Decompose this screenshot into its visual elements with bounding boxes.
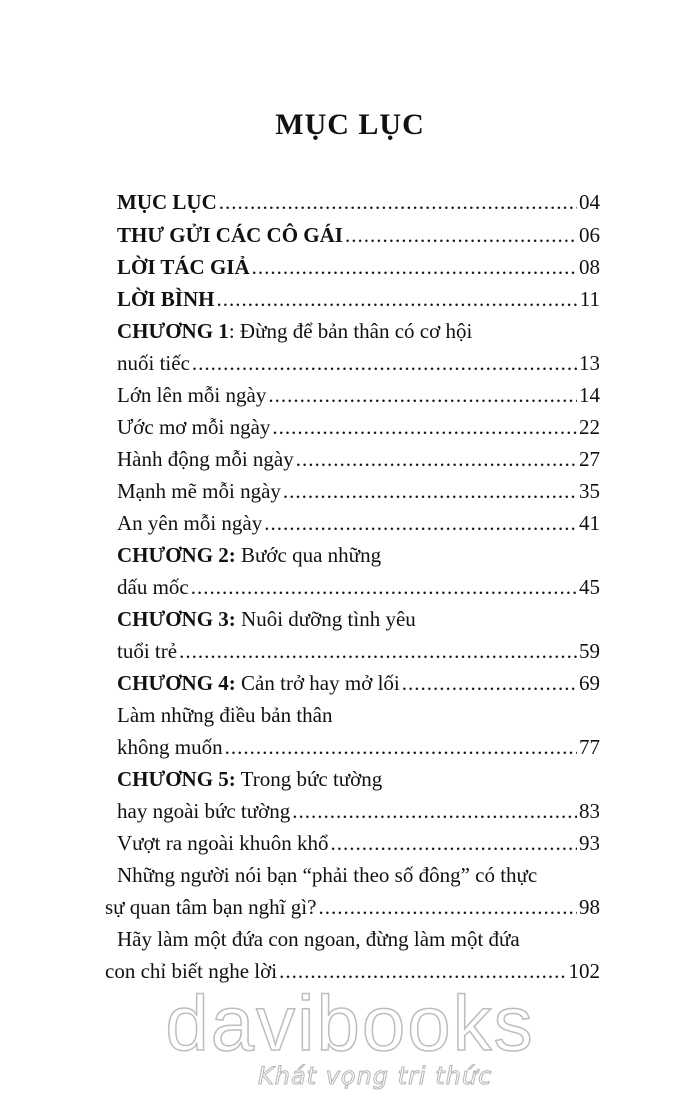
toc-entry-heading: CHƯƠNG 2: — [117, 543, 236, 567]
toc-entry-heading: LỜI TÁC GIẢ — [117, 255, 250, 279]
toc-entry-page: 45 — [579, 575, 600, 599]
toc-leader-dots — [225, 731, 577, 763]
publisher-watermark: davibooks — [165, 979, 535, 1067]
toc-entry-text: nuối tiếc — [117, 351, 190, 375]
toc-entry — [117, 539, 381, 571]
toc-entry-text: Hành động mỗi ngày — [117, 447, 294, 471]
page-title: MỤC LỤC — [275, 108, 425, 141]
toc-entry — [117, 763, 382, 795]
toc-entry-page: 93 — [579, 831, 600, 855]
toc-leader-dots — [191, 571, 577, 603]
toc-leader-dots — [268, 379, 577, 411]
toc-entry — [117, 411, 600, 443]
toc-entry-heading: CHƯƠNG 3: — [117, 607, 236, 631]
toc-entry-text: không muốn — [117, 735, 223, 759]
toc-entry-page: 14 — [579, 383, 600, 407]
toc-entry-text: Bước qua những — [235, 543, 382, 567]
toc-entry-text: : Đừng để bản thân có cơ hội — [228, 319, 473, 343]
toc-entry-text: hay ngoài bức tường — [117, 799, 291, 823]
toc-entry-page: 06 — [579, 223, 600, 247]
toc-entry-text: sự quan tâm bạn nghĩ gì? — [105, 895, 317, 919]
toc-entry-text: dấu mốc — [117, 575, 189, 599]
toc-leader-dots — [216, 283, 577, 315]
toc-entry-page: 13 — [579, 351, 600, 375]
toc-entry — [117, 827, 600, 859]
toc-leader-dots — [192, 347, 577, 379]
toc-entry — [117, 315, 472, 347]
toc-entry — [117, 347, 600, 379]
toc-entry-heading: CHƯƠNG 4: — [117, 671, 236, 695]
toc-entry — [117, 219, 600, 251]
toc-leader-dots — [252, 251, 577, 283]
toc-entry-heading: CHƯƠNG 5: — [117, 767, 236, 791]
toc-entry — [117, 507, 600, 539]
toc-leader-dots — [345, 219, 577, 251]
toc-entry-text: Mạnh mẽ mỗi ngày — [117, 479, 281, 503]
toc-entry-text: Làm những điều bản thân — [117, 703, 333, 727]
toc-entry — [117, 859, 537, 891]
toc-entry-text: Ước mơ mỗi ngày — [117, 415, 271, 439]
toc-leader-dots — [318, 891, 577, 923]
toc-entry-page: 83 — [579, 799, 600, 823]
toc-entry — [117, 443, 600, 475]
toc-entry — [117, 603, 416, 635]
toc-entry — [117, 667, 600, 699]
toc-leader-dots — [292, 795, 577, 827]
toc-entry-page: 77 — [579, 735, 600, 759]
toc-entry — [117, 923, 520, 955]
toc-entry — [117, 699, 333, 731]
toc-leader-dots — [296, 443, 577, 475]
toc-entry-page: 69 — [579, 671, 600, 695]
toc-entry-heading: THƯ GỬI CÁC CÔ GÁI — [117, 223, 343, 247]
toc-entry-text: Cản trở hay mở lối — [235, 671, 400, 695]
toc-entry-text: Vượt ra ngoài khuôn khổ — [117, 831, 329, 855]
toc-entry-page: 27 — [579, 447, 600, 471]
publisher-tagline: Khát vọng tri thức — [258, 1062, 493, 1090]
toc-entry-text: Nuôi dưỡng tình yêu — [235, 607, 416, 631]
toc-entry-text: Hãy làm một đứa con ngoan, đừng làm một đứa — [117, 927, 520, 951]
toc-entry-page: 59 — [579, 639, 600, 663]
toc-entry-page: 04 — [579, 190, 600, 214]
toc-leader-dots — [402, 667, 577, 699]
toc-entry — [117, 571, 600, 603]
toc-entry-text: Trong bức tường — [235, 767, 383, 791]
toc-entry-page: 11 — [579, 287, 600, 311]
toc-leader-dots — [283, 475, 577, 507]
toc-entry-text: con chỉ biết nghe lời — [105, 959, 278, 983]
toc-entry — [117, 795, 600, 827]
toc-entry — [117, 379, 600, 411]
toc-entry-heading: CHƯƠNG 1 — [117, 319, 229, 343]
toc-entry-page: 102 — [568, 959, 600, 983]
toc-entry — [117, 251, 600, 283]
toc-entry — [105, 891, 600, 923]
toc-entry-text: An yên mỗi ngày — [117, 511, 263, 535]
toc-entry — [117, 475, 600, 507]
toc-entry-text: Những người nói bạn “phải theo số đông” có thực — [117, 863, 538, 887]
toc-entry-page: 08 — [579, 255, 600, 279]
toc-entry-page: 98 — [579, 895, 600, 919]
toc-leader-dots — [179, 635, 577, 667]
toc-leader-dots — [264, 507, 577, 539]
toc-entry — [117, 186, 600, 218]
toc-leader-dots — [330, 827, 577, 859]
toc-entry — [117, 731, 600, 763]
toc-entry-page: 35 — [579, 479, 600, 503]
toc-entry — [117, 283, 600, 315]
toc-entry-text: Lớn lên mỗi ngày — [117, 383, 267, 407]
toc-entry-heading: MỤC LỤC — [117, 190, 217, 214]
toc-entry — [117, 635, 600, 667]
toc-leader-dots — [272, 411, 577, 443]
toc-entry-text: tuổi trẻ — [117, 639, 178, 663]
toc-entry-page: 41 — [579, 511, 600, 535]
toc-entry-heading: LỜI BÌNH — [117, 287, 215, 311]
toc-leader-dots — [219, 186, 577, 218]
toc-entry-page: 22 — [579, 415, 600, 439]
